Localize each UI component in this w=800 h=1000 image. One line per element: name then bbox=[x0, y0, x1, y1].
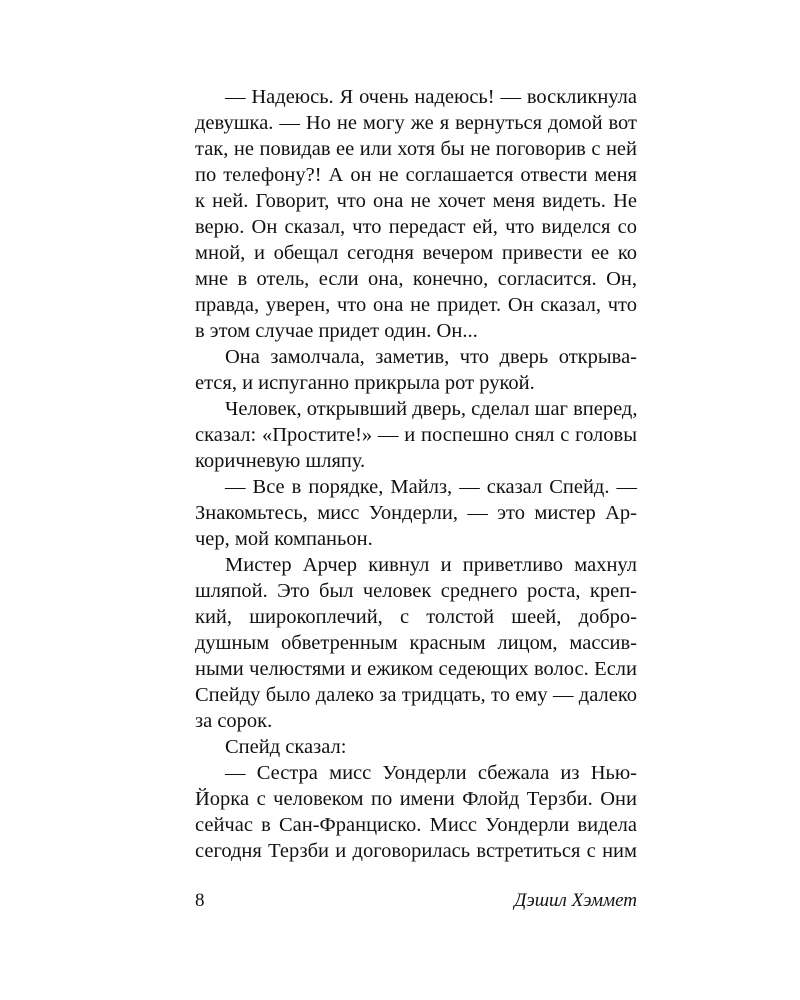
text-line: мне в отель, если она, конечно, согласится. Он, bbox=[195, 268, 637, 290]
text-line: мной, и обещал сегодня вечером привести ее ко bbox=[195, 242, 637, 264]
text-line: за сорок. bbox=[195, 710, 273, 732]
text-line: Йорка с человеком по имени Флойд Терзби. Они bbox=[195, 788, 637, 810]
running-author: Дэшил Хэммет bbox=[514, 890, 637, 911]
text-line: Мистер Арчер кивнул и приветливо махнул bbox=[225, 554, 637, 576]
text-line: ется, и испуганно прикрыла рот рукой. bbox=[195, 372, 535, 394]
text-line: к ней. Говорит, что она не хочет меня видеть. Не bbox=[195, 190, 637, 212]
text-line: Человек, открывший дверь, сделал шаг вперед, bbox=[225, 398, 638, 420]
page-number: 8 bbox=[195, 890, 205, 911]
text-line: правда, уверен, что она не придет. Он сказал, что bbox=[195, 294, 637, 316]
text-line: сказал: «Простите!» — и поспешно снял с головы bbox=[195, 424, 637, 446]
text-line: сейчас в Сан-Франциско. Мисс Уондерли видела bbox=[195, 814, 637, 836]
text-line: кий, широкоплечий, с толстой шеей, добро- bbox=[195, 606, 637, 628]
text-line: чер, мой компаньон. bbox=[195, 528, 373, 550]
text-line: — Все в порядке, Майлз, — сказал Спейд. — bbox=[225, 476, 637, 498]
text-line: ными челюстями и ежиком седеющих волос. Если bbox=[195, 658, 637, 680]
text-line: коричневую шляпу. bbox=[195, 450, 366, 472]
body-text bbox=[195, 84, 637, 864]
text-line: Знакомьтесь, мисс Уондерли, — это мистер Ар- bbox=[195, 502, 637, 524]
text-line: Она замолчала, заметив, что дверь открыва- bbox=[225, 346, 637, 368]
text-line: так, не повидав ее или хотя бы не поговорив с ней bbox=[195, 138, 637, 160]
text-line: — Надеюсь. Я очень надеюсь! — воскликнула bbox=[225, 86, 637, 108]
text-line: верю. Он сказал, что передаст ей, что виделся со bbox=[195, 216, 637, 238]
text-line: сегодня Терзби и договорилась встретиться с ним bbox=[195, 840, 637, 862]
text-line: в этом случае придет один. Он... bbox=[195, 320, 478, 342]
text-line: душным обветренным красным лицом, массив- bbox=[195, 632, 637, 654]
text-line: Спейд сказал: bbox=[225, 736, 347, 758]
text-line: девушка. — Но не могу же я вернуться домой вот bbox=[195, 112, 637, 134]
text-line: — Сестра мисс Уондерли сбежала из Нью- bbox=[225, 762, 637, 784]
page-footer bbox=[195, 888, 637, 914]
text-line: по телефону?! А он не соглашается отвести меня bbox=[195, 164, 637, 186]
text-line: шляпой. Это был человек среднего роста, креп- bbox=[195, 580, 637, 602]
text-line: Спейду было далеко за тридцать, то ему — далеко bbox=[195, 684, 637, 706]
